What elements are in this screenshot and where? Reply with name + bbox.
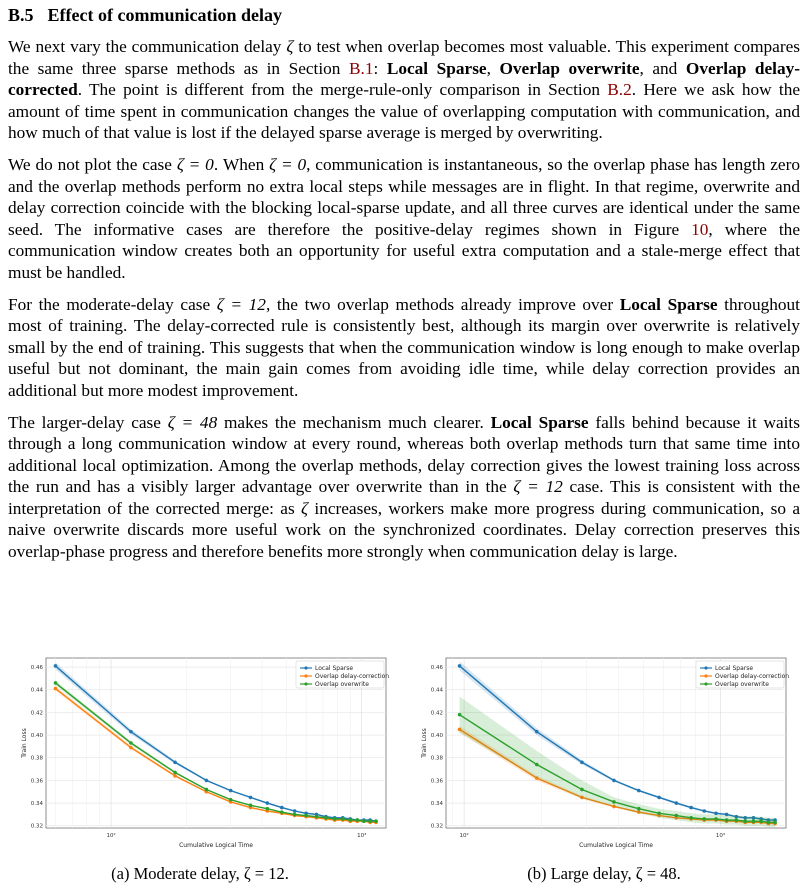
legend-marker [704,666,707,669]
y-axis-label: Train Loss [421,728,428,758]
data-point [657,796,661,800]
data-point [265,801,269,805]
legend-label: Overlap overwrite [715,681,769,688]
y-axis-label: Train Loss [21,728,28,758]
data-point [458,713,462,717]
bold-term: Overlap overwrite [499,58,640,78]
y-tick-label: 0.34 [430,801,443,808]
text-run: The larger-delay case [8,412,168,432]
legend-label: Overlap overwrite [315,681,369,688]
data-point [293,813,297,817]
data-point [249,804,253,808]
section-number: B.5 [8,5,34,25]
cross-reference-link[interactable]: B.1 [348,58,374,78]
data-point [714,817,718,821]
data-point [129,741,133,745]
math-symbol: ζ [301,498,309,518]
y-tick-label: 0.44 [30,687,43,694]
y-tick-label: 0.46 [30,665,43,672]
data-point [54,687,58,691]
paragraph [8,412,800,563]
data-point [173,771,177,775]
figure-a [14,652,402,849]
data-point [674,814,678,818]
bold-term: Local Sparse [386,58,487,78]
data-point [205,779,209,783]
data-point [205,788,209,792]
data-point [612,779,616,783]
data-point [657,811,661,815]
text-run: , [486,58,500,78]
page [8,0,800,573]
data-point [637,807,641,811]
text-run: , communication is instantaneous, so the overlap phase has length zero and the overlap methods perform no extra local steps while messages are in flight. In that regime, overwrite and delay correction coincide with the blocking local-sparse update, and all three curves are identical under the same seed. The informative cases are therefore the positive-delay regimes shown in Figure [8,154,800,239]
legend-marker [304,666,307,669]
data-point [173,774,177,778]
data-point [535,730,539,734]
section-title: Effect of communication delay [47,5,282,25]
data-point [580,760,584,764]
body-text [8,36,800,563]
data-point [535,763,539,767]
data-point [315,815,319,819]
legend-marker [304,682,307,685]
text-run: to test when overlap becomes most valuable. This experiment compares the same three sparse methods as in Section [8,37,800,78]
text-run: For the moderate-delay case [8,294,217,314]
y-tick-label: 0.38 [430,755,443,762]
data-point [458,664,462,668]
x-tick-label: 10² [106,833,116,839]
x-tick-label: 10³ [357,833,367,839]
data-point [229,798,233,802]
data-point [725,818,729,822]
data-point [324,816,328,820]
x-tick-label: 10² [459,833,469,839]
caption-a: (a) Moderate delay, ζ = 12. [111,864,289,883]
bold-term: Local Sparse [490,412,589,432]
data-point [637,789,641,793]
data-point [743,819,747,823]
y-tick-label: 0.36 [30,778,43,785]
data-point [734,818,738,822]
y-tick-label: 0.32 [30,823,43,830]
bold-term: Overlap delay-corrected [8,58,801,100]
data-point [580,788,584,792]
y-tick-label: 0.32 [430,823,443,830]
data-point [129,730,133,734]
text-run: increases, workers make more progress during communication, so a naive overwrite discards more useful work on the synchronized coordinates. Delay correction preserves this overlap-phase progress and therefore benefits more strongly when communication delay is large. [8,498,800,562]
x-tick-label: 10³ [715,833,726,839]
y-tick-label: 0.42 [430,710,443,717]
text-run: makes the mechanism much clearer. [217,412,491,432]
figure-b [414,652,802,849]
text-run: , where the communication window creates both an opportunity for useful extra computation and a stale-merge effect that must be handled. [8,219,800,282]
data-point [689,816,693,820]
data-point [304,814,308,818]
math-symbol: ζ [286,37,294,56]
data-point [54,664,58,668]
data-point [293,809,297,813]
legend [296,661,389,688]
legend [696,661,789,688]
text-run: . Here we ask how the amount of time spent in communication changes the value of overlapping computation with communication, and how much of that value is lost if the delayed sparse average is merged by overwriting. [8,80,800,143]
data-point [759,819,763,823]
chart-moderate-delay [14,652,402,849]
data-point [689,806,693,810]
paragraph [8,154,800,284]
text-run: throughout most of training. The delay-corrected rule is consistently best, although its margin over overwrite is relatively small by the end of training. This suggests that when the communication window is long enough to make overlap useful but not dominant, the main gain comes from avoiding idle time, while delay correction provides an additional but more modest improvement. [8,294,800,400]
text-run: . When [213,154,270,174]
text-run: We next vary the communication delay [8,37,287,56]
data-point [702,809,706,813]
chart-large-delay [414,652,802,849]
text-run: . The point is different from the merge-rule-only comparison in Section [77,80,608,100]
data-point [280,806,284,810]
math-symbol: ζ = 0 [269,154,307,174]
data-point [333,817,337,821]
data-point [229,789,233,793]
legend-label: Local Sparse [715,665,754,672]
y-tick-label: 0.40 [430,733,443,740]
x-axis-label: Cumulative Logical Time [179,842,253,849]
data-point [54,681,58,685]
data-point [280,810,284,814]
y-tick-label: 0.44 [430,687,443,694]
legend-marker [304,674,307,677]
cross-reference-link[interactable]: B.2 [607,80,632,100]
text-run: We do not plot the case [8,154,177,174]
y-tick-label: 0.42 [30,710,43,717]
cross-reference-link[interactable]: 10 [691,219,709,239]
bold-term: Local Sparse [619,294,718,314]
data-point [129,746,133,750]
text-run: case. This is consistent with the interpretation of the corrected merge: as [8,477,800,518]
legend-label: Overlap delay-correction [715,673,790,680]
x-axis-label: Cumulative Logical Time [579,842,653,849]
data-point [767,821,771,825]
legend-marker [704,674,707,677]
data-point [173,760,177,764]
data-point [674,801,678,805]
y-tick-label: 0.40 [30,733,43,740]
data-point [702,817,706,821]
data-point [341,817,345,821]
data-point [752,819,756,823]
paragraph [8,36,800,144]
math-symbol: ζ = 0 [176,154,214,174]
data-point [368,819,372,823]
text-run: : [373,58,387,78]
data-point [362,819,366,823]
legend-label: Overlap delay-correction [315,673,390,680]
data-point [374,819,378,823]
math-symbol: ζ = 12 [216,294,266,314]
text-run: falls behind because it waits through a long communication window at every round, whereas both overlap methods turn that same time into additional local optimization. Among the overlap methods, delay correction gives the lowest training loss across the run and has a visibly larger advantage over overwrite than in the [8,412,800,497]
section-heading [8,4,800,26]
math-symbol: ζ = 12 [513,477,563,497]
paragraph [8,294,800,402]
data-point [612,800,616,804]
data-point [348,818,352,822]
text-run: , and [639,58,686,78]
math-symbol: ζ = 48 [167,412,218,432]
y-tick-label: 0.34 [30,801,43,808]
y-tick-label: 0.46 [430,665,443,672]
data-point [249,796,253,800]
data-point [355,818,359,822]
legend-marker [704,682,707,685]
y-tick-label: 0.36 [430,778,443,785]
caption-b: (b) Large delay, ζ = 48. [527,864,681,883]
data-point [773,821,777,825]
y-tick-label: 0.38 [30,755,43,762]
data-point [265,807,269,811]
text-run: , the two overlap methods already improve over [265,294,620,314]
legend-label: Local Sparse [315,665,354,672]
